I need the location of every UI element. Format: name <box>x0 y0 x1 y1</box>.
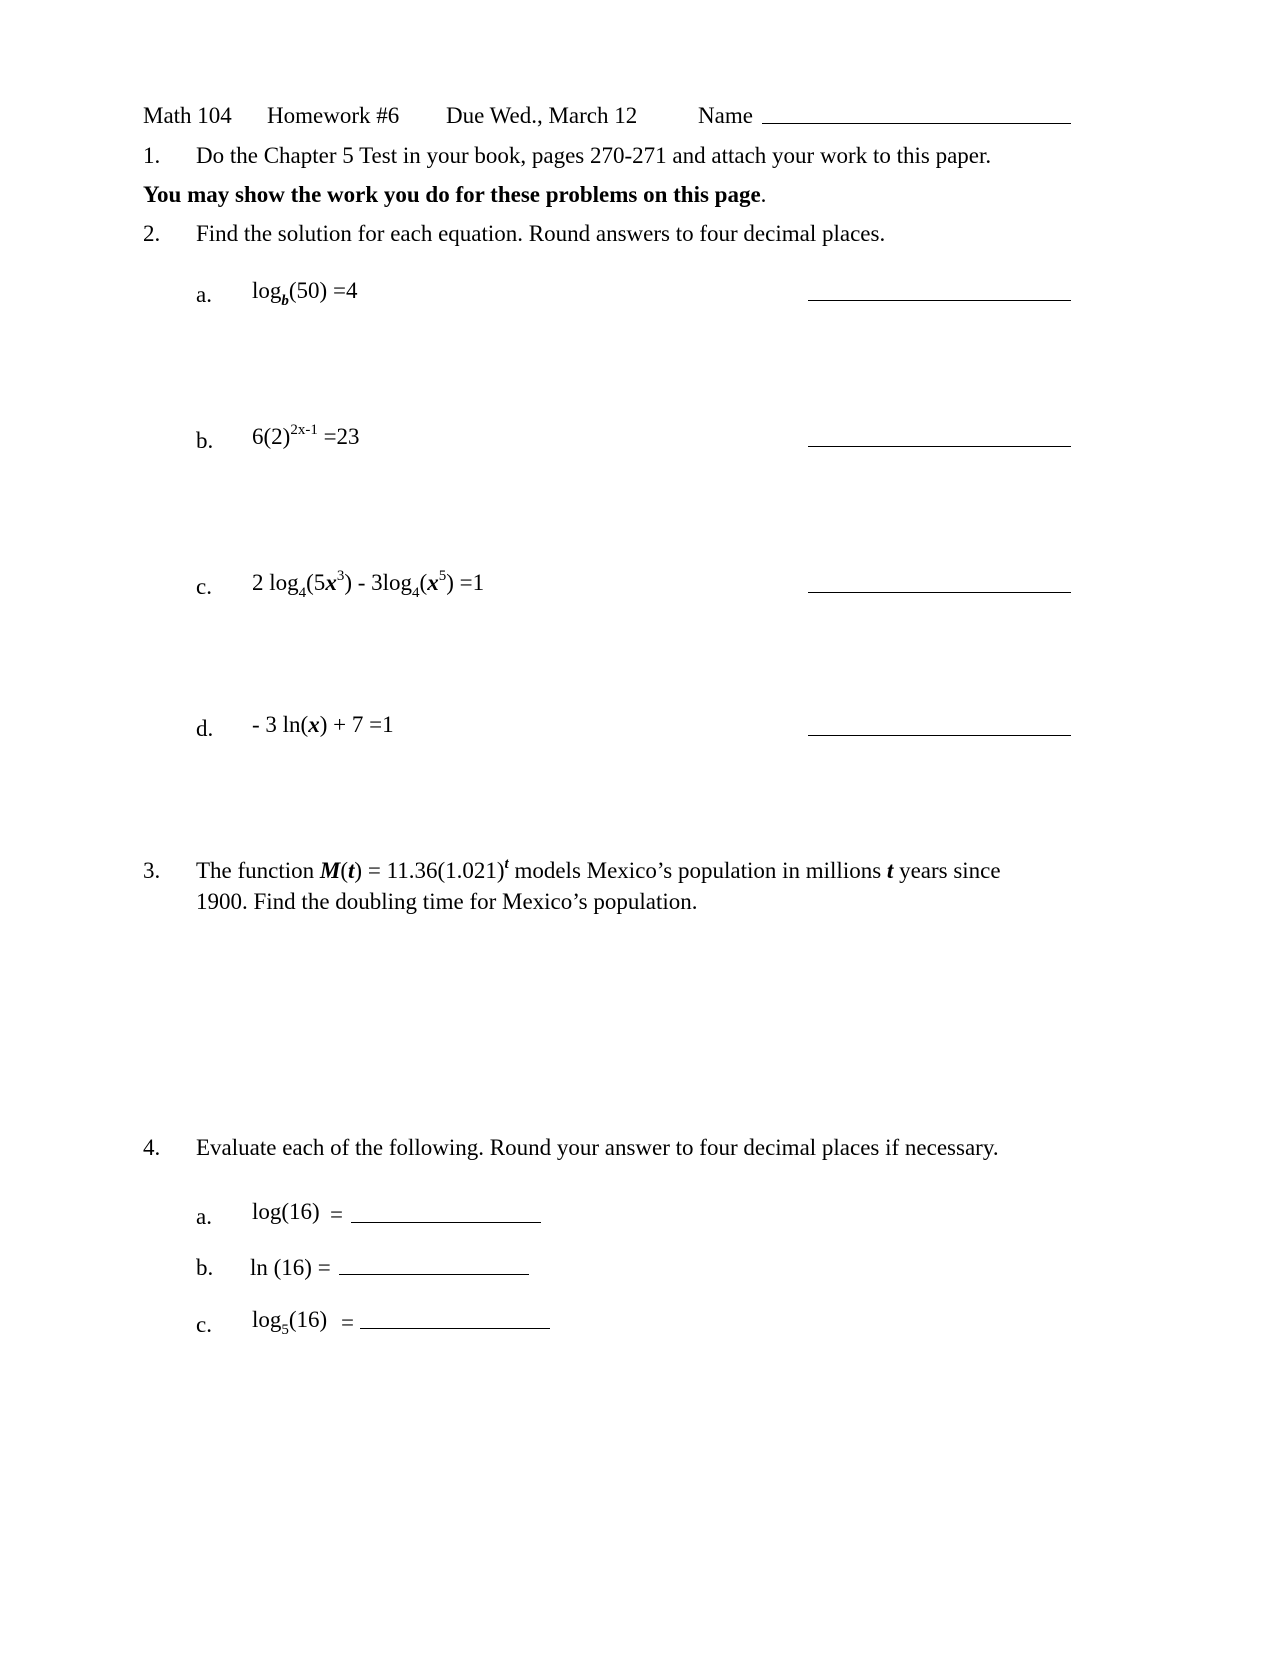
q2b-equation <box>252 422 360 449</box>
q2-text: Find the solution for each equation. Round answers to four decimal places. <box>196 221 886 246</box>
header-course: Math 104 <box>143 103 232 128</box>
q2b-base: 6(2) <box>252 424 291 449</box>
q4-number: 4. <box>143 1135 161 1160</box>
q4b-answer-line[interactable] <box>339 1274 529 1275</box>
q4c-expr <box>252 1307 328 1338</box>
q2b-answer-line[interactable] <box>808 446 1071 447</box>
q2d-pre: - 3 ln( <box>252 712 309 737</box>
q2c-arg2-var: x <box>427 570 439 595</box>
q2b-label: b. <box>196 428 214 453</box>
header-name-label: Name <box>698 103 753 128</box>
q2a-base: b <box>281 293 289 309</box>
q4a-answer-line[interactable] <box>351 1222 541 1223</box>
q4c-answer-line[interactable] <box>360 1328 550 1329</box>
q2c-base2: 4 <box>412 585 420 601</box>
work-note-bold: You may show the work you do for these problems on this page <box>143 182 761 207</box>
q2d-label: d. <box>196 716 214 741</box>
q1-number: 1. <box>143 143 161 168</box>
q2a-log: log <box>252 278 282 303</box>
q2c-arg1-close: ) <box>344 570 352 595</box>
q4c-arg: (16) <box>288 1307 328 1332</box>
q2d-answer-line[interactable] <box>808 735 1071 736</box>
q4c-base: 5 <box>281 1322 289 1338</box>
q4a-expr: log(16) <box>252 1199 320 1224</box>
q2a-rhs: =4 <box>327 278 358 303</box>
q2c-arg2-open: ( <box>419 570 428 595</box>
name-blank-line[interactable] <box>762 123 1071 124</box>
q2c-arg1-var: x <box>325 570 337 595</box>
q3-func-close: ) <box>354 858 363 883</box>
q2d-var: x <box>308 712 320 737</box>
q4b-label: b. <box>196 1255 214 1280</box>
header-due-date: Due Wed., March 12 <box>446 103 638 128</box>
q2a-label: a. <box>196 282 212 307</box>
q4c-equals: = <box>341 1310 354 1335</box>
q3-text-after: models Mexico’s population in millions <box>508 858 887 883</box>
q2a-arg: (50) <box>288 278 328 303</box>
q2c-arg2-exp: 5 <box>438 568 447 584</box>
q2c-rhs: =1 <box>453 570 485 595</box>
q2d-equation <box>252 713 394 736</box>
q3-var-t: t <box>886 858 894 883</box>
work-note <box>143 183 766 206</box>
q2b-exponent: 2x-1 <box>290 422 318 438</box>
q2c-arg1-open: (5 <box>306 570 326 595</box>
q4c-log: log <box>252 1307 282 1332</box>
q2c-equation <box>252 568 485 601</box>
q4b-expr: ln (16) = <box>250 1255 331 1280</box>
q2d-post: ) + 7 =1 <box>319 712 394 737</box>
q4c-label: c. <box>196 1312 212 1337</box>
q4a-label: a. <box>196 1204 212 1229</box>
q3-func-name: M <box>319 858 341 883</box>
q2c-base1: 4 <box>298 585 307 601</box>
q4-text: Evaluate each of the following. Round your answer to four decimal places if necessary. <box>196 1135 999 1160</box>
q3-line2: 1900. Find the doubling time for Mexico’s population. <box>196 889 698 914</box>
q3-func-open: ( <box>340 858 349 883</box>
q2c-term1: 2 log <box>252 570 299 595</box>
q2a-equation <box>252 278 358 309</box>
q3-text-end: years since <box>893 858 1001 883</box>
q2b-rhs: =23 <box>317 424 360 449</box>
q3-number: 3. <box>143 858 161 883</box>
header-homework: Homework #6 <box>267 103 400 128</box>
q2c-answer-line[interactable] <box>808 592 1071 593</box>
q2c-label: c. <box>196 574 212 599</box>
q4a-equals: = <box>330 1202 343 1227</box>
q3-func-exp: t <box>504 856 509 872</box>
q2a-answer-line[interactable] <box>808 300 1071 301</box>
q3-line1 <box>196 856 1001 883</box>
q2c-arg2-close: ) <box>446 570 454 595</box>
q2-number: 2. <box>143 221 161 246</box>
q3-func-rhs: = 11.36(1.021) <box>362 858 505 883</box>
q1-text: Do the Chapter 5 Test in your book, pages 270-271 and attach your work to this paper. <box>196 143 992 168</box>
work-note-period: . <box>760 182 767 207</box>
q3-func-var: t <box>348 858 355 883</box>
q3-text-before: The function <box>196 858 320 883</box>
q2c-term2: - 3log <box>351 570 413 595</box>
q2c-arg1-exp: 3 <box>336 568 345 584</box>
